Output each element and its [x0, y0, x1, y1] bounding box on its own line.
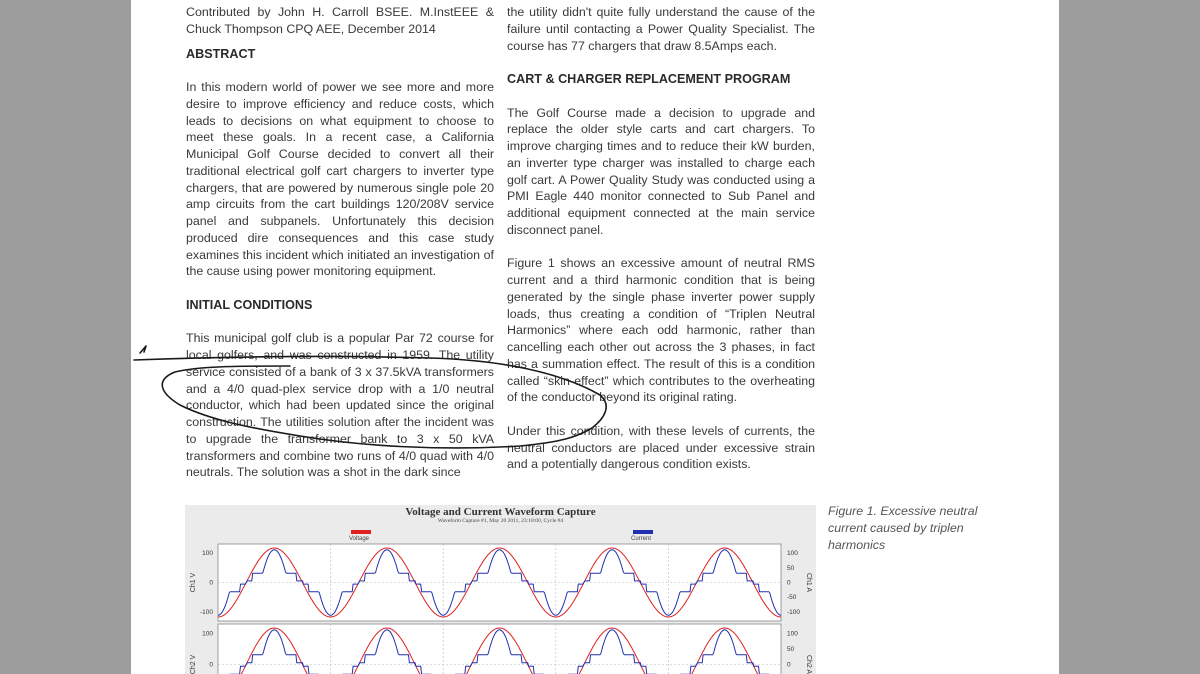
- left-tick-label: -100: [199, 608, 213, 616]
- legend-current-label: Current: [631, 536, 652, 542]
- pen-loop-stroke: [134, 346, 606, 448]
- cart-program-paragraph: The Golf Course made a decision to upgrade and replace the older style carts and cart chargers. To improve charging times and to reduce their kW burden, an inverter type charger was installed to charge each golf cart. A Power Quality Study was conducted using a PMI Eagle 440 monitor connected to Sub Panel and additional equipment connected at the main service disconnect panel.: [507, 105, 815, 237]
- right-tick-label: 0: [787, 661, 791, 669]
- abstract-paragraph: In this modern world of power we see more and more desire to improve efficiency and reduce costs, which leads to decisions on what equipment to choose to meet these goals. In a recent case, a California Municipal Golf Course decided to convert all their traditional electrical golf cart chargers to inverter type chargers, that are powered by numerous single pole 20 amp circuits from the cart buildings 120/208V service panel and subpanels. Unfortunately this decision produced dire consequences and this case study examines this incident which initiated an investigation of the cause using power monitoring equipment.: [186, 80, 494, 279]
- right-tick-label: -50: [787, 594, 797, 602]
- chart-subtitle: Waveform Capture #1, May 20 2011, 23:18:00, Cycle #4: [437, 518, 564, 524]
- initial-conditions-heading: INITIAL CONDITIONS: [186, 297, 313, 312]
- legend-voltage-label: Voltage: [349, 536, 370, 542]
- continuation-paragraph: the utility didn't quite fully understand the cause of the failure until contacting a Power Quality Specialist. The course has 77 chargers that draw 8.5Amps each.: [507, 5, 815, 53]
- left-tick-label: 100: [202, 630, 213, 638]
- byline: Contributed by John H. Carroll BSEE. M.InstEEE & Chuck Thompson CPQ AEE, December 2014: [186, 5, 494, 36]
- cart-program-heading: CART & CHARGER REPLACEMENT PROGRAM: [507, 72, 791, 86]
- right-tick-label: 50: [787, 645, 795, 653]
- abstract-heading: ABSTRACT: [186, 46, 256, 61]
- left-tick-label: 0: [209, 661, 213, 669]
- right-tick-label: 50: [787, 564, 795, 572]
- right-axis-label: Ch1 A: [805, 572, 812, 593]
- chart-title: Voltage and Current Waveform Capture: [405, 506, 596, 518]
- left-axis-label: Ch2 V: [190, 654, 197, 674]
- left-tick-label: 100: [202, 550, 213, 558]
- left-axis-label: Ch1 V: [190, 572, 197, 593]
- initial-conditions-paragraph: This municipal golf club is a popular Par 72 course for local golfers, and was constructed in 1959. The utility service consisted of a bank of 3 x 37.5kVA transformers and a 4/0 quad-plex service drop with a 1/0 neutral conductor, which had been updated since the original construction. The utilities solution after the incident was to upgrade the transformer bank to 3 x 50 kVA transformers and combine two runs of 4/0 quad with 4/0 neutrals. The solution was a shot in the dark since: [186, 331, 494, 480]
- condition-paragraph: Under this condition, with these levels of currents, the neutral conductors are placed under excessive strain and a potentially dangerous condition exists.: [507, 423, 815, 472]
- right-tick-label: 0: [787, 579, 791, 587]
- right-tick-label: -100: [787, 608, 801, 616]
- right-tick-label: 100: [787, 550, 798, 558]
- figure-caption: Figure 1. Excessive neutral current caused by triplen harmonics: [828, 504, 978, 552]
- right-axis-label: Ch2 A: [805, 654, 812, 674]
- right-tick-label: 100: [787, 630, 798, 638]
- figure-discussion-paragraph: Figure 1 shows an excessive amount of neutral RMS current and a third harmonic condition that is being generated by the single phase inverter power supply loads, thus creating a condition of “Triplen Neutral Harmonics” where each odd harmonic, rather than cancelling each other out across the 3 phases, in fact has a summation effect. The result of this is a condition called “skin effect” which contributes to the overheating of the conductor beyond its original rating.: [507, 256, 815, 405]
- left-tick-label: 0: [209, 579, 213, 587]
